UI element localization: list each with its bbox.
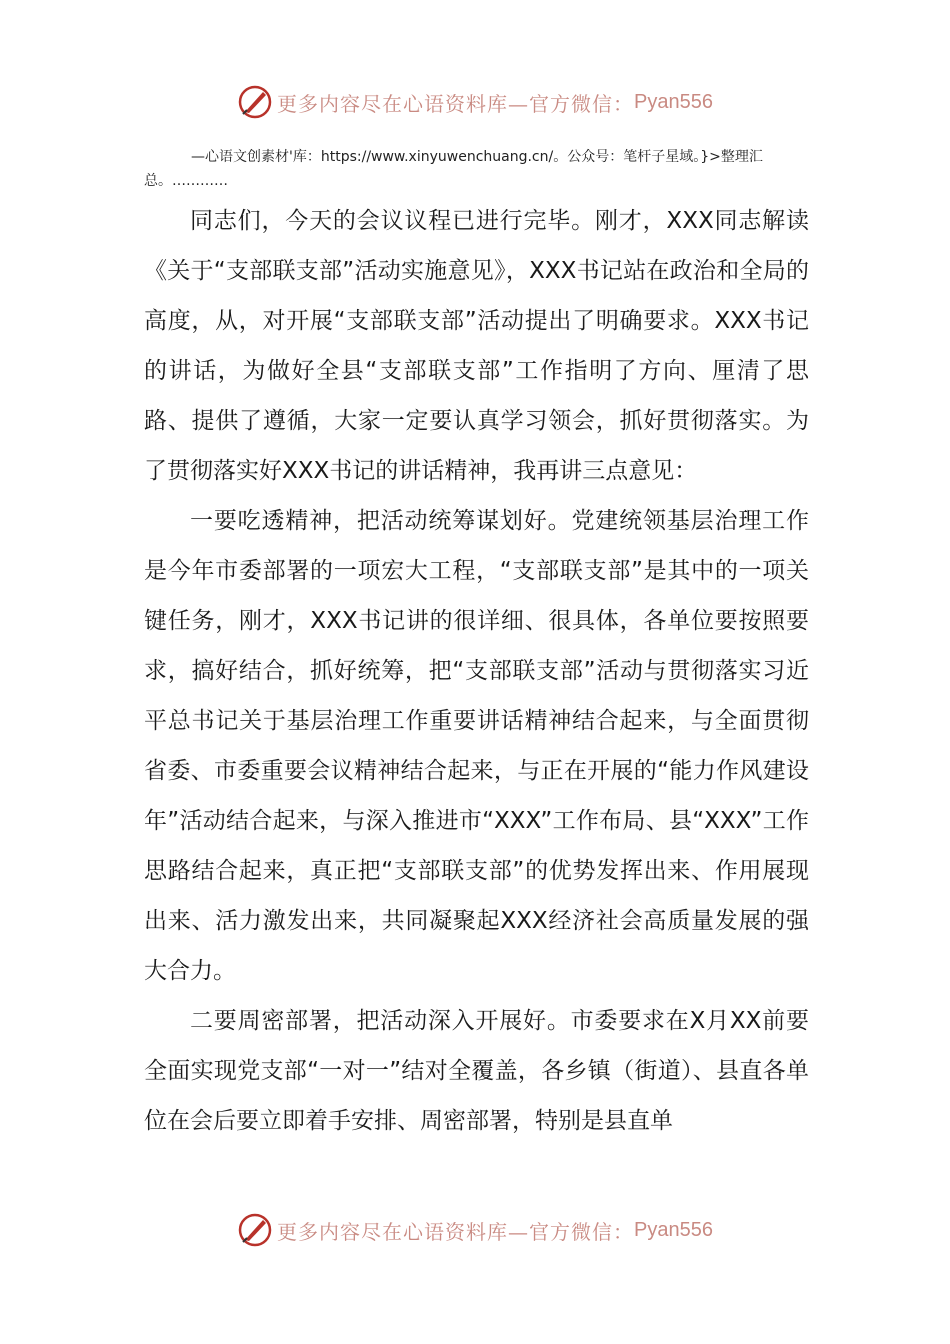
banner-wechat-id: Pyan556 <box>634 90 713 113</box>
footer-banner <box>0 1210 950 1250</box>
paragraph: 同志们，今天的会议议程已进行完毕。刚才，XXX同志解读《关于“支部联支部”活动实施意见》，XXX书记站在政治和全局的高度，从，对开展“支部联支部”活动提出了明确要求。XXX书记的讲话，为做好全县“支部联支部”工作指明了方向、厘清了思路、提供了遵循，大家一定要认真学习领会，抓好贯彻落实。为了贯彻落实好XXX书记的讲话精神，我再讲三点意见： <box>144 208 809 484</box>
paragraph: 二要周密部署，把活动深入开展好。市委要求在X月XX前要全面实现党支部“一对一”结对全覆盖，各乡镇（街道）、县直各单位在会后要立即着手安排、周密部署，特别是县直单 <box>144 1008 809 1134</box>
document-body <box>144 196 809 1146</box>
paragraph: 一要吃透精神，把活动统筹谋划好。党建统领基层治理工作是今年市委部署的一项宏大工程，“支部联支部”是其中的一项关键任务，刚才，XXX书记讲的很详细、很具体，各单位要按照要求，搞好结合，抓好统筹，把“支部联支部”活动与贯彻落实习近平总书记关于基层治理工作重要讲话精神结合起来，与全面贯彻省委、市委重要会议精神结合起来，与正在开展的“能力作风建设年”活动结合起来，与深入推进市“XXX”工作布局、县“XXX”工作思路结合起来，真正把“支部联支部”的优势发挥出来、作用展现出来、活力激发出来，共同凝聚起XXX经济社会高质量发展的强大合力。 <box>144 508 809 984</box>
banner-wechat-id: Pyan556 <box>634 1218 713 1241</box>
banner-text: 更多内容尽在心语资料库—官方微信： <box>277 1219 635 1244</box>
quill-logo-icon <box>237 84 273 120</box>
header-banner <box>0 82 950 122</box>
source-note: —心语文创素材'库：https://www.xinyuwenchuang.cn/。公众号：笔杆子星域。}>整理汇总。………… <box>144 149 763 189</box>
quill-logo-icon <box>237 1212 273 1248</box>
banner-text: 更多内容尽在心语资料库—官方微信： <box>277 91 635 116</box>
